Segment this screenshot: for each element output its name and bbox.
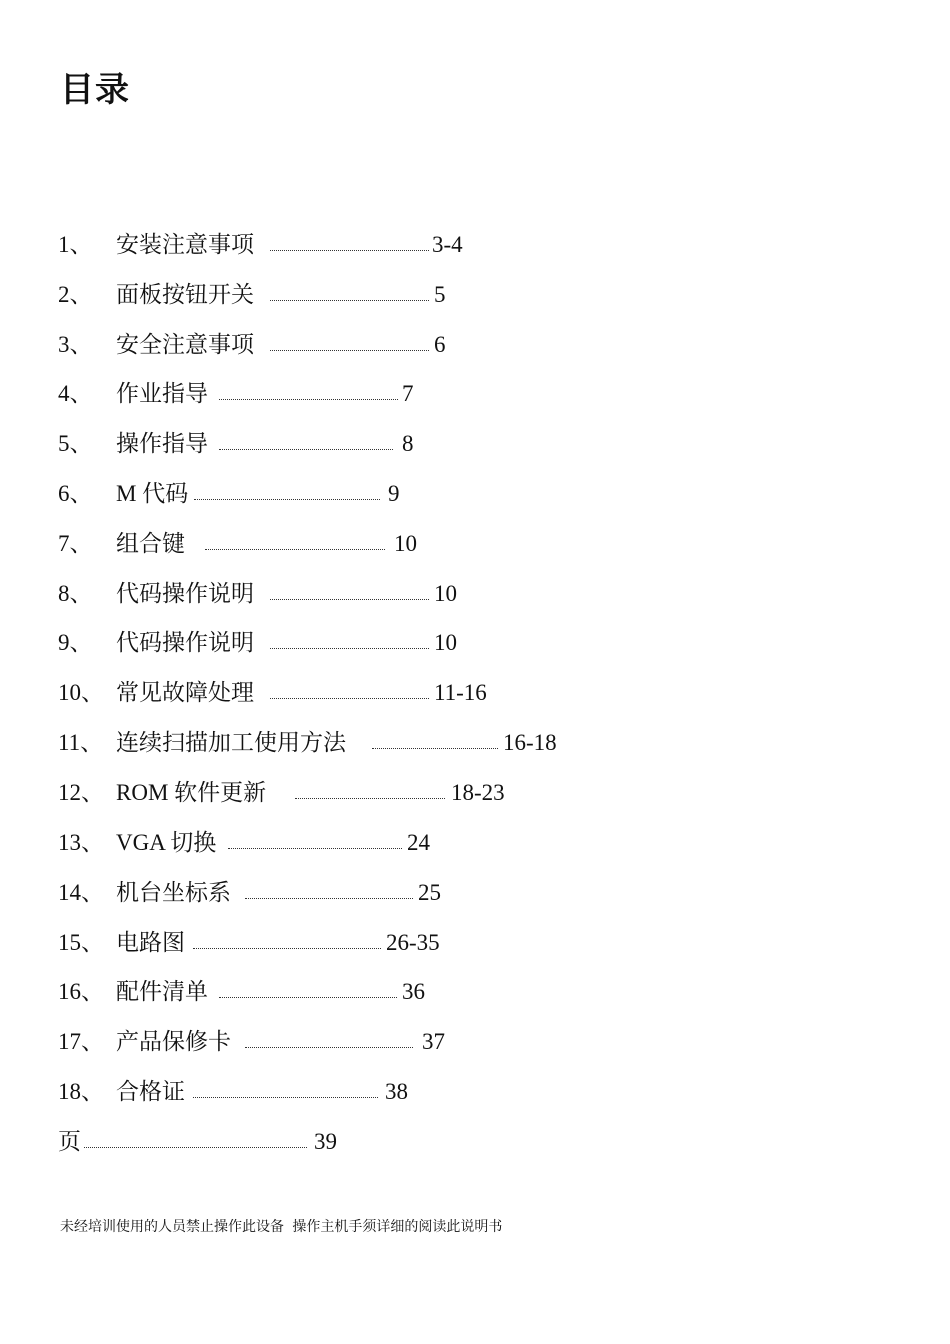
toc-entry-number: 5、 bbox=[58, 431, 93, 456]
toc-entry bbox=[0, 628, 950, 658]
toc-entry bbox=[0, 280, 950, 310]
toc-entry bbox=[0, 1127, 950, 1157]
toc-dot-leader bbox=[205, 549, 385, 550]
toc-dot-leader bbox=[193, 948, 381, 949]
toc-entry-page: 39 bbox=[314, 1129, 337, 1154]
toc-dot-leader bbox=[295, 798, 445, 799]
toc-entry-title: 机台坐标系 bbox=[116, 880, 231, 905]
toc-entry bbox=[0, 778, 950, 808]
toc-entry-number: 7、 bbox=[58, 531, 93, 556]
toc-entry-page: 26-35 bbox=[386, 930, 440, 955]
toc-entry-number: 11、 bbox=[58, 730, 104, 755]
toc-entry-page: 38 bbox=[385, 1079, 408, 1104]
toc-entry bbox=[0, 479, 950, 509]
toc-entry-title: 面板按钮开关 bbox=[116, 282, 254, 307]
toc-entry-title: 操作指导 bbox=[116, 431, 208, 456]
toc-entry bbox=[0, 379, 950, 409]
toc-entry bbox=[0, 878, 950, 908]
toc-entry-title: VGA 切换 bbox=[116, 830, 217, 855]
toc-entry-page: 8 bbox=[402, 431, 414, 456]
toc-dot-leader bbox=[84, 1147, 307, 1148]
toc-entry-page: 10 bbox=[394, 531, 417, 556]
toc-entry-page: 9 bbox=[388, 481, 400, 506]
toc-entry bbox=[0, 330, 950, 360]
toc-entry bbox=[0, 678, 950, 708]
toc-dot-leader bbox=[228, 848, 402, 849]
footer-warning: 未经培训使用的人员禁止操作此设备 操作主机手须详细的阅读此说明书 bbox=[60, 1219, 503, 1235]
toc-entry-page: 6 bbox=[434, 332, 446, 357]
toc-entry-number: 9、 bbox=[58, 630, 93, 655]
toc-dot-leader bbox=[194, 499, 380, 500]
toc-entry-title: 常见故障处理 bbox=[116, 680, 254, 705]
toc-entry-page: 5 bbox=[434, 282, 446, 307]
toc-dot-leader bbox=[270, 300, 429, 301]
toc-dot-leader bbox=[219, 997, 397, 998]
toc-dot-leader bbox=[219, 449, 393, 450]
toc-entry bbox=[0, 579, 950, 609]
toc-entry-number: 4、 bbox=[58, 381, 93, 406]
toc-entry-number: 13、 bbox=[58, 830, 104, 855]
toc-entry-number: 18、 bbox=[58, 1079, 104, 1104]
toc-entry bbox=[0, 1027, 950, 1057]
toc-entry-number: 15、 bbox=[58, 930, 104, 955]
toc-entry-number: 6、 bbox=[58, 481, 93, 506]
toc-dot-leader bbox=[245, 898, 413, 899]
toc-entry-number: 14、 bbox=[58, 880, 104, 905]
toc-entry-page: 16-18 bbox=[503, 730, 557, 755]
page-title: 目录 bbox=[60, 70, 130, 110]
toc-entry-number: 2、 bbox=[58, 282, 93, 307]
toc-entry-title: 组合键 bbox=[116, 531, 185, 556]
toc-entry-title: M 代码 bbox=[116, 481, 189, 506]
toc-entry-number: 3、 bbox=[58, 332, 93, 357]
toc-dot-leader bbox=[193, 1097, 378, 1098]
toc-entry-number: 16、 bbox=[58, 979, 104, 1004]
toc-entry-title: 页 bbox=[58, 1129, 81, 1154]
toc-entry-title: 安装注意事项 bbox=[116, 232, 254, 257]
toc-entry-number: 17、 bbox=[58, 1029, 104, 1054]
toc-entry-title: 配件清单 bbox=[116, 979, 208, 1004]
toc-entry-page: 24 bbox=[407, 830, 430, 855]
toc-entry-page: 18-23 bbox=[451, 780, 505, 805]
toc-entry-title: 产品保修卡 bbox=[116, 1029, 231, 1054]
toc-entry-title: ROM 软件更新 bbox=[116, 780, 267, 805]
toc-entry bbox=[0, 529, 950, 559]
toc-entry-page: 11-16 bbox=[434, 680, 487, 705]
toc-dot-leader bbox=[219, 399, 398, 400]
toc-dot-leader bbox=[372, 748, 498, 749]
toc-entry bbox=[0, 429, 950, 459]
toc-entry bbox=[0, 728, 950, 758]
toc-entry bbox=[0, 928, 950, 958]
toc-entry bbox=[0, 230, 950, 260]
toc-entry-title: 代码操作说明 bbox=[116, 630, 254, 655]
toc-entry-number: 12、 bbox=[58, 780, 104, 805]
toc-entry bbox=[0, 828, 950, 858]
toc-entry-number: 1、 bbox=[58, 232, 93, 257]
toc-entry-page: 3-4 bbox=[432, 232, 463, 257]
toc-entry-title: 安全注意事项 bbox=[116, 332, 254, 357]
toc-entry bbox=[0, 977, 950, 1007]
toc-entry-page: 25 bbox=[418, 880, 441, 905]
toc-dot-leader bbox=[270, 599, 429, 600]
toc-entry-page: 10 bbox=[434, 581, 457, 606]
toc-dot-leader bbox=[270, 648, 429, 649]
toc-entry-title: 连续扫描加工使用方法 bbox=[116, 730, 346, 755]
toc-entry bbox=[0, 1077, 950, 1107]
toc-entry-number: 10、 bbox=[58, 680, 104, 705]
toc-dot-leader bbox=[270, 350, 429, 351]
toc-entry-number: 8、 bbox=[58, 581, 93, 606]
toc-entry-page: 7 bbox=[402, 381, 414, 406]
toc-entry-page: 37 bbox=[422, 1029, 445, 1054]
toc-entry-title: 作业指导 bbox=[116, 381, 208, 406]
toc-dot-leader bbox=[245, 1047, 413, 1048]
toc-entry-page: 36 bbox=[402, 979, 425, 1004]
toc-entry-title: 电路图 bbox=[116, 930, 185, 955]
toc-entry-title: 合格证 bbox=[116, 1079, 185, 1104]
toc-dot-leader bbox=[270, 250, 429, 251]
toc-entry-page: 10 bbox=[434, 630, 457, 655]
toc-entry-title: 代码操作说明 bbox=[116, 581, 254, 606]
toc-dot-leader bbox=[270, 698, 429, 699]
